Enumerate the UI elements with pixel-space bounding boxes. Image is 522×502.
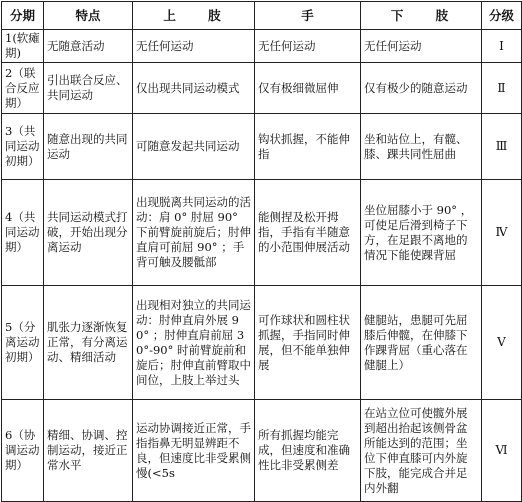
header-row [2,2,522,30]
brunnstrom-stage-table [1,1,522,502]
upper-limb-cell: 出现脱离共同运动的活动：肩 0° 肘屈 90° 下前臂旋前旋后；肘伸直肩可前屈 90° ；手背可触及腰骶部 [133,180,255,286]
header-grade: 分级 [482,2,522,30]
header-hand: 手 [255,2,361,30]
grade-cell: Ⅴ [482,286,522,400]
lower-limb-cell: 坐位屈膝小于 90° ，可使足后滑到椅子下方，在足跟不离地的情况下能使踝背屈 [361,180,482,286]
features-cell: 肌张力逐渐恢复正常，有分离运动、精细活动 [44,286,133,400]
hand-cell: 无任何运动 [255,30,361,63]
table-row [2,30,522,63]
features-cell: 无随意活动 [44,30,133,63]
hand-cell: 所有抓握均能完成，但速度和准确性比非受累侧差 [255,400,361,502]
upper-limb-cell: 仅出现共同运动模式 [133,63,255,114]
stage-cell: 2（联合反应期） [2,63,44,114]
grade-cell: Ⅱ [482,63,522,114]
stage-cell: 4（共同运动期） [2,180,44,286]
hand-cell: 可作球状和圆柱状抓握，手指同时伸展，但不能单独伸展 [255,286,361,400]
features-cell: 引出联合反应、共同运动 [44,63,133,114]
stage-cell: 3（共同运动初期） [2,114,44,180]
features-cell: 共同运动模式打破，开始出现分离运动 [44,180,133,286]
stage-cell: 6（协调运动期） [2,400,44,502]
hand-cell: 仅有极细微屈伸 [255,63,361,114]
table-row [2,114,522,180]
grade-cell: Ⅵ [482,400,522,502]
grade-cell: Ⅳ [482,180,522,286]
lower-limb-cell: 无任何运动 [361,30,482,63]
header-upper-limb: 上 肢 [133,2,255,30]
upper-limb-cell: 出现相对独立的共同运动：肘伸直肩外展 90° ；肘伸直肩前屈 30°-90° 时前臂旋前和旋后；肘伸直前臂取中间位，上肢上举过头 [133,286,255,400]
upper-limb-cell: 运动协调接近正常，手指指鼻无明显辨距不良，但速度比非受累侧慢(<5s [133,400,255,502]
header-lower-limb: 下 肢 [361,2,482,30]
header-features: 特点 [44,2,133,30]
lower-limb-cell: 仅有极少的随意运动 [361,63,482,114]
features-cell: 随意出现的共同运动 [44,114,133,180]
table-row [2,400,522,502]
hand-cell: 能侧捏及松开拇指，手指有半随意的小范围伸展活动 [255,180,361,286]
upper-limb-cell: 无任何运动 [133,30,255,63]
lower-limb-cell: 坐和站位上，有髋、膝、踝共同性屈曲 [361,114,482,180]
upper-limb-cell: 可随意发起共同运动 [133,114,255,180]
table-row [2,180,522,286]
table-row [2,286,522,400]
grade-cell: Ⅲ [482,114,522,180]
stage-cell: 1(软瘫期) [2,30,44,63]
lower-limb-cell: 在站立位可使髋外展到超出抬起该侧骨盆所能达到的范围；坐位下伸直膝可内外旋下肢，能完成合并足内外翻 [361,400,482,502]
features-cell: 精细、协调、控制运动，接近正常水平 [44,400,133,502]
stage-cell: 5（分离运动初期） [2,286,44,400]
hand-cell: 钩状抓握，不能伸指 [255,114,361,180]
lower-limb-cell: 健腿站，患腿可先屈膝后伸髋，在伸膝下作踝背屈（重心落在健腿上） [361,286,482,400]
header-stage: 分期 [2,2,44,30]
table-row [2,63,522,114]
grade-cell: Ⅰ [482,30,522,63]
